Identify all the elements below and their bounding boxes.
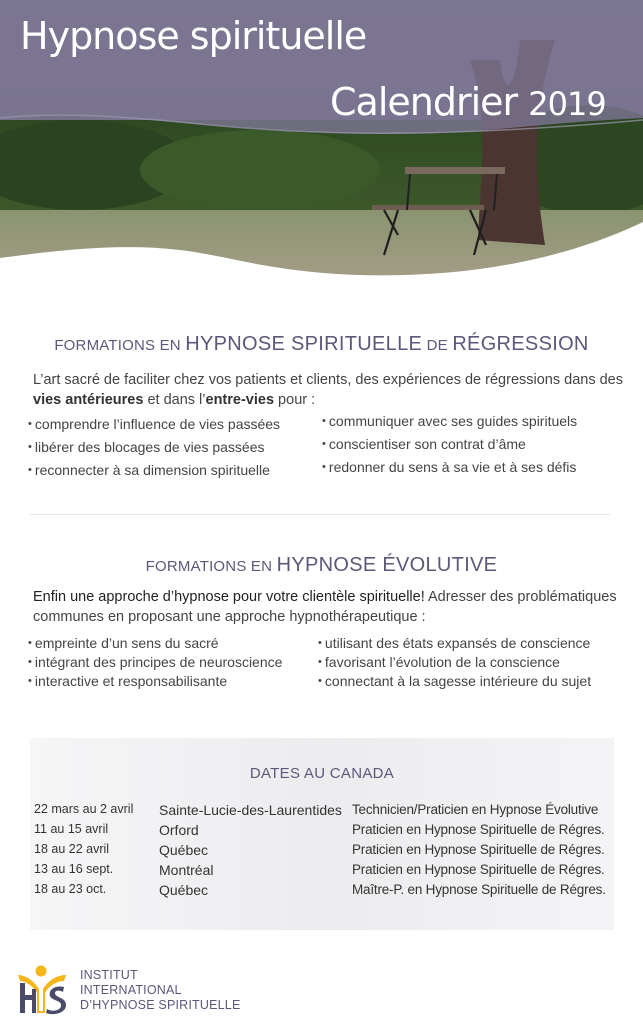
org-line3: D’HYPNOSE SPIRITUELLE bbox=[80, 998, 241, 1012]
hero-title-year: 2019 bbox=[528, 85, 606, 123]
list-item: • comprendre l’influence de vies passées bbox=[28, 413, 280, 436]
title-prefix: FORMATIONS EN bbox=[54, 337, 181, 354]
section-divider bbox=[30, 514, 610, 515]
hys-logo-icon bbox=[14, 963, 70, 1015]
section-regression-intro bbox=[33, 370, 623, 410]
list-item: • utilisant des états expansés de conscience bbox=[318, 634, 591, 653]
date-cell: 18 au 22 avril bbox=[34, 842, 110, 856]
intro-text: et dans l’ bbox=[143, 392, 206, 408]
list-item: • conscientiser son contrat d’âme bbox=[322, 433, 577, 456]
course-cell: Praticien en Hypnose Spirituelle de Régres. bbox=[352, 822, 605, 837]
hero-banner bbox=[0, 0, 643, 280]
list-item: • interactive et responsabilisante bbox=[28, 672, 282, 691]
section-evolutive-title bbox=[0, 554, 643, 577]
list-item: • libérer des blocages de vies passées bbox=[28, 436, 280, 459]
list-item: • favorisant l’évolution de la conscience bbox=[318, 653, 591, 672]
intro-text: pour : bbox=[274, 392, 316, 408]
intro-bold-entre-vies: entre-vies bbox=[205, 392, 275, 408]
regression-bullets-right bbox=[322, 410, 577, 479]
list-item: • redonner du sens à sa vie et à ses défis bbox=[322, 456, 577, 479]
evolutive-bullets-right bbox=[318, 634, 591, 691]
place-cell: Québec bbox=[159, 882, 209, 898]
title-end: RÉGRESSION bbox=[452, 333, 589, 355]
regression-bullets-left bbox=[28, 413, 280, 482]
org-line2: INTERNATIONAL bbox=[80, 983, 182, 997]
title-connector: DE bbox=[426, 337, 448, 354]
section-regression-title bbox=[0, 333, 643, 356]
course-cell: Praticien en Hypnose Spirituelle de Régres. bbox=[352, 862, 605, 877]
course-cell: Praticien en Hypnose Spirituelle de Régres. bbox=[352, 842, 605, 857]
dates-title: DATES AU CANADA bbox=[249, 765, 395, 782]
list-item: • intégrant des principes de neuroscience bbox=[28, 653, 282, 672]
date-cell: 22 mars au 2 avril bbox=[34, 802, 134, 816]
list-item: • empreinte d’un sens du sacré bbox=[28, 634, 282, 653]
list-item: • connectant à la sagesse intérieure du sujet bbox=[318, 672, 591, 691]
section-evolutive-intro bbox=[33, 587, 623, 627]
hero-title-calendrier: Calendrier bbox=[330, 80, 518, 124]
intro-text: L’art sacré de faciliter chez vos patients et clients, des expériences de régressions dans des bbox=[33, 372, 623, 388]
title-main: HYPNOSE SPIRITUELLE bbox=[185, 333, 423, 355]
org-name bbox=[80, 968, 241, 1013]
title-main: HYPNOSE ÉVOLUTIVE bbox=[276, 554, 498, 576]
list-item: • reconnecter à sa dimension spirituelle bbox=[28, 459, 280, 482]
date-cell: 18 au 23 oct. bbox=[34, 882, 107, 896]
intro-bold: Enfin une approche d’hypnose pour votre clientèle spirituelle! bbox=[33, 589, 425, 605]
dates-panel bbox=[30, 738, 614, 930]
hero-title-line2 bbox=[330, 80, 606, 124]
intro-text: Adresser des problématiques communes en proposant une approche hypnothérapeutique : bbox=[33, 589, 617, 625]
evolutive-bullets-left bbox=[28, 634, 282, 691]
course-cell: Technicien/Praticien en Hypnose Évolutive bbox=[352, 802, 599, 817]
date-cell: 11 au 15 avril bbox=[34, 822, 109, 836]
place-cell: Sainte-Lucie-des-Laurentides bbox=[159, 802, 342, 818]
course-cell: Maître-P. en Hypnose Spirituelle de Régres. bbox=[352, 882, 606, 897]
hero-title-line1: Hypnose spirituelle bbox=[20, 14, 367, 58]
org-line1: INSTITUT bbox=[80, 968, 138, 982]
place-cell: Montréal bbox=[159, 862, 214, 878]
list-item: • communiquer avec ses guides spirituels bbox=[322, 410, 577, 433]
title-prefix: FORMATIONS EN bbox=[145, 558, 273, 575]
place-cell: Québec bbox=[159, 842, 209, 858]
place-cell: Orford bbox=[159, 822, 199, 838]
intro-bold-vies-anterieures: vies antérieures bbox=[33, 392, 144, 408]
date-cell: 13 au 16 sept. bbox=[34, 862, 114, 876]
